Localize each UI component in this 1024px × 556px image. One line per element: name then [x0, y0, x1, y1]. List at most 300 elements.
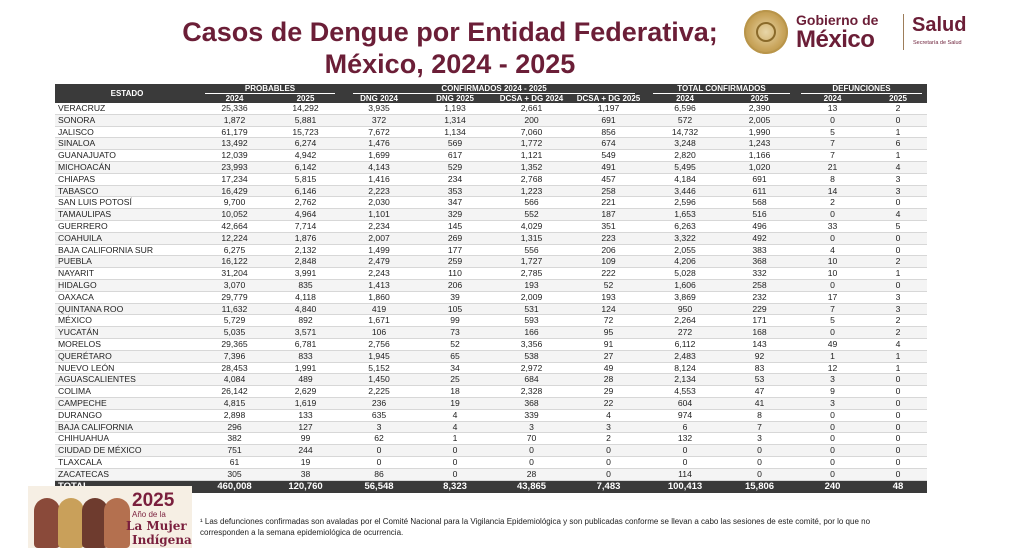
value-cell: 3: [869, 303, 927, 315]
value-cell: 17: [796, 291, 869, 303]
value-cell: 5,035: [199, 327, 270, 339]
value-cell: 1,197: [570, 103, 647, 114]
value-cell: 222: [570, 268, 647, 280]
value-cell: 1,193: [417, 103, 493, 114]
value-cell: 0: [570, 468, 647, 480]
value-cell: 1,315: [493, 232, 570, 244]
value-cell: 3: [570, 421, 647, 433]
state-cell: MICHOACÁN: [55, 161, 199, 173]
state-cell: BAJA CALIFORNIA: [55, 421, 199, 433]
value-cell: 1,945: [341, 350, 417, 362]
value-cell: 2: [869, 256, 927, 268]
state-cell: MORELOS: [55, 338, 199, 350]
value-cell: 611: [723, 185, 796, 197]
value-cell: 4: [869, 209, 927, 221]
value-cell: 42,664: [199, 220, 270, 232]
banner-line-3: Indígena: [132, 533, 192, 547]
state-cell: SONORA: [55, 114, 199, 126]
value-cell: 25: [417, 374, 493, 386]
value-cell: 856: [570, 126, 647, 138]
value-cell: 4,964: [270, 209, 341, 221]
value-cell: 1: [869, 126, 927, 138]
value-cell: 0: [796, 279, 869, 291]
state-cell: VERACRUZ: [55, 103, 199, 114]
value-cell: 3: [341, 421, 417, 433]
table-row: [55, 244, 927, 256]
value-cell: 99: [270, 433, 341, 445]
value-cell: 2,134: [647, 374, 723, 386]
page-title: Casos de Dengue por Entidad Federativa;: [182, 17, 718, 47]
total-cell: 100,413: [647, 480, 723, 493]
value-cell: 3,070: [199, 279, 270, 291]
value-cell: 1: [869, 362, 927, 374]
value-cell: 0: [796, 114, 869, 126]
value-cell: 2: [570, 433, 647, 445]
value-cell: 2,629: [270, 386, 341, 398]
table-row: [55, 161, 927, 173]
value-cell: 0: [493, 445, 570, 457]
col-header: DNG 2024: [341, 94, 417, 103]
value-cell: 4: [869, 338, 927, 350]
value-cell: 568: [723, 197, 796, 209]
value-cell: 0: [869, 374, 927, 386]
value-cell: 0: [869, 445, 927, 457]
value-cell: 31,204: [199, 268, 270, 280]
value-cell: 13,492: [199, 138, 270, 150]
value-cell: 7,672: [341, 126, 417, 138]
value-cell: 236: [341, 397, 417, 409]
state-cell: QUINTANA ROO: [55, 303, 199, 315]
state-cell: JALISCO: [55, 126, 199, 138]
state-cell: HIDALGO: [55, 279, 199, 291]
total-cell: 240: [796, 480, 869, 493]
value-cell: 15,723: [270, 126, 341, 138]
value-cell: 16,122: [199, 256, 270, 268]
value-cell: 0: [570, 445, 647, 457]
value-cell: 6,263: [647, 220, 723, 232]
value-cell: 14,292: [270, 103, 341, 114]
value-cell: 6,596: [647, 103, 723, 114]
dengue-table: [55, 84, 927, 493]
value-cell: 6,275: [199, 244, 270, 256]
state-cell: OAXACA: [55, 291, 199, 303]
table-row: [55, 173, 927, 185]
value-cell: 2,225: [341, 386, 417, 398]
value-cell: 39: [417, 291, 493, 303]
value-cell: 549: [570, 150, 647, 162]
value-cell: 2,768: [493, 173, 570, 185]
table-row: [55, 114, 927, 126]
value-cell: 110: [417, 268, 493, 280]
table-row: [55, 421, 927, 433]
government-logo: [740, 8, 980, 56]
value-cell: 106: [341, 327, 417, 339]
col-estado: ESTADO: [55, 84, 199, 103]
value-cell: 70: [493, 433, 570, 445]
value-cell: 492: [723, 232, 796, 244]
value-cell: 3: [869, 173, 927, 185]
value-cell: 95: [570, 327, 647, 339]
value-cell: 0: [796, 456, 869, 468]
value-cell: 2,390: [723, 103, 796, 114]
table-row: [55, 103, 927, 114]
value-cell: 234: [417, 173, 493, 185]
value-cell: 339: [493, 409, 570, 421]
value-cell: 8: [796, 173, 869, 185]
col-header: 2024: [199, 94, 270, 103]
value-cell: 556: [493, 244, 570, 256]
value-cell: 7,396: [199, 350, 270, 362]
page-subtitle: México, 2024 - 2025: [324, 49, 576, 79]
table-row: [55, 291, 927, 303]
table-row: [55, 232, 927, 244]
footnote: ¹ Las defunciones confirmadas son avaladas por el Comité Nacional para la Vigilancia Epidemiológica y son publicadas conforme se llevan a cabo las sesiones de este comité, por lo que no corresponden a la semana epidemiológica de ocurrencia.: [200, 517, 871, 537]
value-cell: 0: [570, 456, 647, 468]
value-cell: 133: [270, 409, 341, 421]
value-cell: 0: [796, 433, 869, 445]
value-cell: 572: [647, 114, 723, 126]
value-cell: 0: [869, 197, 927, 209]
logo-divider: [903, 14, 904, 50]
value-cell: 0: [417, 456, 493, 468]
value-cell: 4: [417, 409, 493, 421]
value-cell: 529: [417, 161, 493, 173]
value-cell: 4,084: [199, 374, 270, 386]
value-cell: 7,714: [270, 220, 341, 232]
value-cell: 2,234: [341, 220, 417, 232]
value-cell: 1,671: [341, 315, 417, 327]
value-cell: 383: [723, 244, 796, 256]
value-cell: 691: [570, 114, 647, 126]
value-cell: 3,869: [647, 291, 723, 303]
value-cell: 0: [723, 456, 796, 468]
group-total-confirmados: TOTAL CONFIRMADOS: [647, 84, 796, 94]
value-cell: 14,732: [647, 126, 723, 138]
value-cell: 4,840: [270, 303, 341, 315]
value-cell: 2,785: [493, 268, 570, 280]
value-cell: 200: [493, 114, 570, 126]
state-cell: SAN LUIS POTOSÍ: [55, 197, 199, 209]
value-cell: 1,134: [417, 126, 493, 138]
value-cell: 2,264: [647, 315, 723, 327]
value-cell: 168: [723, 327, 796, 339]
value-cell: 5: [869, 220, 927, 232]
value-cell: 8,124: [647, 362, 723, 374]
value-cell: 28: [493, 468, 570, 480]
value-cell: 531: [493, 303, 570, 315]
state-cell: AGUASCALIENTES: [55, 374, 199, 386]
value-cell: 47: [723, 386, 796, 398]
table-row: [55, 468, 927, 480]
value-cell: 258: [570, 185, 647, 197]
value-cell: 19: [270, 456, 341, 468]
value-cell: 18: [417, 386, 493, 398]
value-cell: 0: [341, 445, 417, 457]
value-cell: 1,653: [647, 209, 723, 221]
value-cell: 206: [570, 244, 647, 256]
state-cell: CIUDAD DE MÉXICO: [55, 445, 199, 457]
value-cell: 72: [570, 315, 647, 327]
value-cell: 347: [417, 197, 493, 209]
value-cell: 0: [796, 409, 869, 421]
value-cell: 1,991: [270, 362, 341, 374]
value-cell: 52: [417, 338, 493, 350]
col-header: 2024: [796, 94, 869, 103]
total-cell: 8,323: [417, 480, 493, 493]
value-cell: 1,699: [341, 150, 417, 162]
value-cell: 1,413: [341, 279, 417, 291]
table-row: [55, 433, 927, 445]
value-cell: 7: [723, 421, 796, 433]
value-cell: 62: [341, 433, 417, 445]
value-cell: 329: [417, 209, 493, 221]
total-cell: 15,806: [723, 480, 796, 493]
value-cell: 4,553: [647, 386, 723, 398]
value-cell: 6,112: [647, 338, 723, 350]
value-cell: 49: [570, 362, 647, 374]
total-cell: 48: [869, 480, 927, 493]
value-cell: 109: [570, 256, 647, 268]
value-cell: 833: [270, 350, 341, 362]
value-cell: 86: [341, 468, 417, 480]
value-cell: 0: [869, 456, 927, 468]
value-cell: 25,336: [199, 103, 270, 114]
value-cell: 2,820: [647, 150, 723, 162]
state-cell: GUERRERO: [55, 220, 199, 232]
value-cell: 0: [417, 445, 493, 457]
woman-figure-icon: [58, 498, 84, 548]
state-cell: YUCATÁN: [55, 327, 199, 339]
value-cell: 17,234: [199, 173, 270, 185]
value-cell: 305: [199, 468, 270, 480]
col-header: DCSA + DG 2025: [570, 94, 647, 103]
value-cell: 0: [869, 397, 927, 409]
value-cell: 1,450: [341, 374, 417, 386]
table-row: [55, 126, 927, 138]
value-cell: 2: [869, 315, 927, 327]
value-cell: 5,815: [270, 173, 341, 185]
value-cell: 4,184: [647, 173, 723, 185]
state-cell: CHIHUAHUA: [55, 433, 199, 445]
value-cell: 1,166: [723, 150, 796, 162]
value-cell: 4,206: [647, 256, 723, 268]
value-cell: 3: [796, 397, 869, 409]
value-cell: 1,872: [199, 114, 270, 126]
table-row: [55, 220, 927, 232]
value-cell: 143: [723, 338, 796, 350]
table-row: [55, 138, 927, 150]
value-cell: 0: [869, 433, 927, 445]
state-cell: NUEVO LEÓN: [55, 362, 199, 374]
value-cell: 892: [270, 315, 341, 327]
state-cell: TAMAULIPAS: [55, 209, 199, 221]
value-cell: 187: [570, 209, 647, 221]
table-group-header: [55, 84, 927, 94]
value-cell: 751: [199, 445, 270, 457]
value-cell: 0: [869, 421, 927, 433]
value-cell: 4: [869, 161, 927, 173]
value-cell: 368: [493, 397, 570, 409]
total-cell: 460,008: [199, 480, 270, 493]
col-header: 2024: [647, 94, 723, 103]
value-cell: 1: [417, 433, 493, 445]
value-cell: 29,779: [199, 291, 270, 303]
value-cell: 1,121: [493, 150, 570, 162]
value-cell: 10,052: [199, 209, 270, 221]
value-cell: 223: [570, 232, 647, 244]
value-cell: 593: [493, 315, 570, 327]
state-cell: DURANGO: [55, 409, 199, 421]
value-cell: 5,028: [647, 268, 723, 280]
value-cell: 3: [869, 185, 927, 197]
value-cell: 538: [493, 350, 570, 362]
value-cell: 61: [199, 456, 270, 468]
table-row: [55, 456, 927, 468]
value-cell: 2,756: [341, 338, 417, 350]
table-row: [55, 279, 927, 291]
value-cell: 2,328: [493, 386, 570, 398]
value-cell: 1: [796, 350, 869, 362]
value-cell: 49: [796, 338, 869, 350]
value-cell: 12,039: [199, 150, 270, 162]
value-cell: 9,700: [199, 197, 270, 209]
value-cell: 974: [647, 409, 723, 421]
value-cell: 569: [417, 138, 493, 150]
value-cell: 244: [270, 445, 341, 457]
value-cell: 0: [869, 279, 927, 291]
value-cell: 52: [570, 279, 647, 291]
value-cell: 552: [493, 209, 570, 221]
table-row: [55, 256, 927, 268]
value-cell: 206: [417, 279, 493, 291]
value-cell: 2,005: [723, 114, 796, 126]
value-cell: 684: [493, 374, 570, 386]
value-cell: 12,224: [199, 232, 270, 244]
value-cell: 1,876: [270, 232, 341, 244]
value-cell: 3,571: [270, 327, 341, 339]
value-cell: 34: [417, 362, 493, 374]
state-cell: ZACATECAS: [55, 468, 199, 480]
value-cell: 11,632: [199, 303, 270, 315]
value-cell: 353: [417, 185, 493, 197]
value-cell: 0: [796, 209, 869, 221]
value-cell: 5,495: [647, 161, 723, 173]
value-cell: 1,101: [341, 209, 417, 221]
value-cell: 2,479: [341, 256, 417, 268]
value-cell: 691: [723, 173, 796, 185]
value-cell: 2,762: [270, 197, 341, 209]
state-cell: SINALOA: [55, 138, 199, 150]
value-cell: 5: [796, 315, 869, 327]
value-cell: 1,990: [723, 126, 796, 138]
value-cell: 6: [647, 421, 723, 433]
value-cell: 382: [199, 433, 270, 445]
value-cell: 12: [796, 362, 869, 374]
value-cell: 269: [417, 232, 493, 244]
value-cell: 635: [341, 409, 417, 421]
value-cell: 2,898: [199, 409, 270, 421]
value-cell: 419: [341, 303, 417, 315]
value-cell: 6,781: [270, 338, 341, 350]
value-cell: 3,935: [341, 103, 417, 114]
value-cell: 114: [647, 468, 723, 480]
value-cell: 23,993: [199, 161, 270, 173]
national-seal-icon: [744, 10, 788, 54]
gov-label-small: Gobierno de: [796, 12, 879, 28]
value-cell: 6,146: [270, 185, 341, 197]
table-row: [55, 350, 927, 362]
value-cell: 0: [647, 456, 723, 468]
value-cell: 1,606: [647, 279, 723, 291]
value-cell: 6,274: [270, 138, 341, 150]
value-cell: 3,248: [647, 138, 723, 150]
value-cell: 368: [723, 256, 796, 268]
state-cell: MÉXICO: [55, 315, 199, 327]
value-cell: 0: [796, 327, 869, 339]
value-cell: 1,314: [417, 114, 493, 126]
state-cell: COAHUILA: [55, 232, 199, 244]
value-cell: 0: [869, 232, 927, 244]
value-cell: 2: [869, 103, 927, 114]
value-cell: 516: [723, 209, 796, 221]
value-cell: 4,942: [270, 150, 341, 162]
table-row: [55, 150, 927, 162]
table-row: [55, 386, 927, 398]
value-cell: 1,020: [723, 161, 796, 173]
value-cell: 132: [647, 433, 723, 445]
value-cell: 83: [723, 362, 796, 374]
value-cell: 166: [493, 327, 570, 339]
value-cell: 171: [723, 315, 796, 327]
value-cell: 6,142: [270, 161, 341, 173]
value-cell: 229: [723, 303, 796, 315]
col-header: DCSA + DG 2024: [493, 94, 570, 103]
value-cell: 2,972: [493, 362, 570, 374]
state-cell: TABASCO: [55, 185, 199, 197]
value-cell: 92: [723, 350, 796, 362]
salud-label: Salud: [912, 14, 967, 36]
value-cell: 0: [796, 468, 869, 480]
value-cell: 3: [796, 374, 869, 386]
value-cell: 221: [570, 197, 647, 209]
value-cell: 22: [570, 397, 647, 409]
value-cell: 0: [796, 445, 869, 457]
value-cell: 1,619: [270, 397, 341, 409]
value-cell: 14: [796, 185, 869, 197]
value-cell: 29,365: [199, 338, 270, 350]
woman-figure-icon: [34, 498, 60, 548]
value-cell: 1,772: [493, 138, 570, 150]
value-cell: 0: [869, 114, 927, 126]
value-cell: 1,476: [341, 138, 417, 150]
value-cell: 351: [570, 220, 647, 232]
banner-line-2: La Mujer: [126, 519, 187, 533]
state-cell: NAYARIT: [55, 268, 199, 280]
value-cell: 3,322: [647, 232, 723, 244]
value-cell: 2: [796, 197, 869, 209]
value-cell: 10: [796, 268, 869, 280]
value-cell: 2,055: [647, 244, 723, 256]
value-cell: 4,029: [493, 220, 570, 232]
salud-sublabel: Secretaría de Salud: [913, 40, 962, 46]
state-cell: BAJA CALIFORNIA SUR: [55, 244, 199, 256]
total-cell: 120,760: [270, 480, 341, 493]
value-cell: 3,356: [493, 338, 570, 350]
value-cell: 1,499: [341, 244, 417, 256]
value-cell: 1,727: [493, 256, 570, 268]
value-cell: 177: [417, 244, 493, 256]
value-cell: 2: [869, 327, 927, 339]
